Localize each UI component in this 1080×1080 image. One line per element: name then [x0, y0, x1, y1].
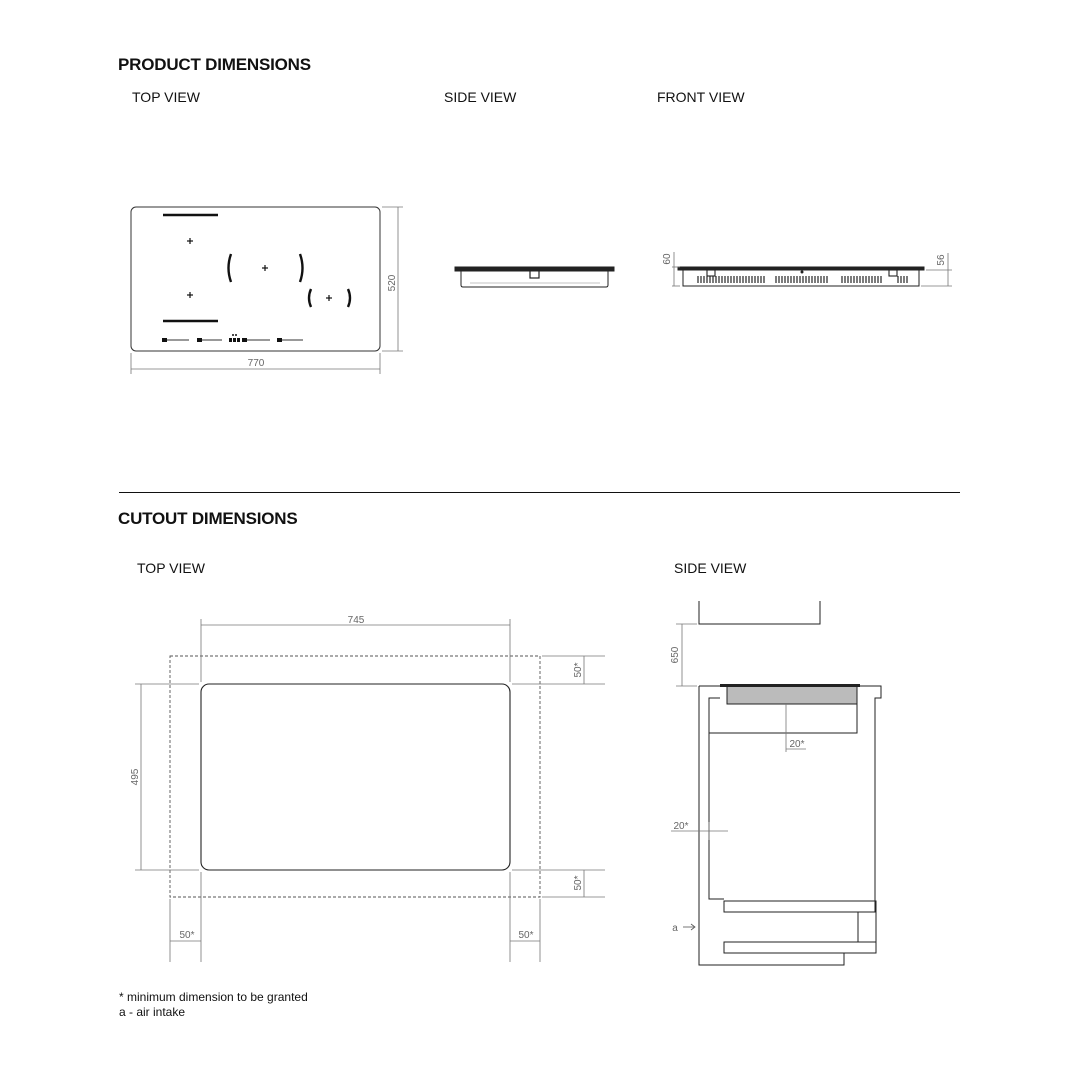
air-intake-marker: a [672, 923, 678, 934]
product-front-view-drawing [672, 252, 952, 286]
cutout-depth-label: 495 [130, 768, 141, 786]
product-dimensions-title: PRODUCT DIMENSIONS [118, 55, 311, 74]
control-strip [162, 334, 303, 342]
product-dimension-lines [131, 207, 403, 374]
lower-panel-top [724, 901, 876, 912]
cutout-side-view-drawing [671, 601, 881, 965]
cutout-opening [201, 684, 510, 870]
worktop-outline [699, 686, 881, 912]
gap-under-label: 20* [789, 739, 805, 750]
product-depth-label: 520 [387, 274, 398, 292]
minimum-clearance-area [170, 656, 540, 897]
clearance-height-label: 650 [670, 646, 681, 664]
note-air-intake: a - air intake [119, 1005, 186, 1019]
cutout-dimensions-title: CUTOUT DIMENSIONS [118, 509, 298, 528]
product-side-view-label: SIDE VIEW [444, 89, 517, 105]
cutout-margin-top-label: 50* [573, 662, 584, 678]
cabinet-inner-wall [709, 698, 724, 899]
cutout-dimension-lines [135, 619, 605, 962]
side-dimension-lines [671, 624, 806, 840]
upper-cabinet [699, 601, 820, 624]
cutout-side-view-label: SIDE VIEW [674, 560, 747, 576]
note-minimum-dimension: * minimum dimension to be granted [119, 990, 308, 1004]
front-vent-slots [698, 276, 907, 283]
cutout-margin-bottom-label: 50* [573, 875, 584, 891]
product-top-view-drawing [131, 207, 403, 374]
zone-brackets [229, 254, 351, 307]
hob-in-cutout [727, 686, 857, 704]
lower-panel-bottom [724, 942, 876, 953]
product-side-view-drawing [455, 267, 614, 287]
front-body-height-label: 56 [936, 254, 947, 266]
cutout-top-view-drawing [135, 619, 605, 962]
cabinet-upper-shelf [709, 704, 857, 733]
product-width-label: 770 [247, 358, 265, 369]
hob-outline [131, 207, 380, 351]
hob-glass-in-cutout [720, 684, 860, 687]
cutout-width-label: 745 [347, 615, 365, 626]
cutout-margin-left-label: 50* [179, 930, 195, 941]
cabinet-outline [699, 686, 876, 965]
gap-wall-label: 20* [673, 821, 689, 832]
cutout-margin-right-label: 50* [518, 930, 534, 941]
cutout-top-view-label: TOP VIEW [137, 560, 205, 576]
product-top-view-label: TOP VIEW [132, 89, 200, 105]
front-total-height-label: 60 [662, 253, 673, 265]
product-front-view-label: FRONT VIEW [657, 89, 745, 105]
